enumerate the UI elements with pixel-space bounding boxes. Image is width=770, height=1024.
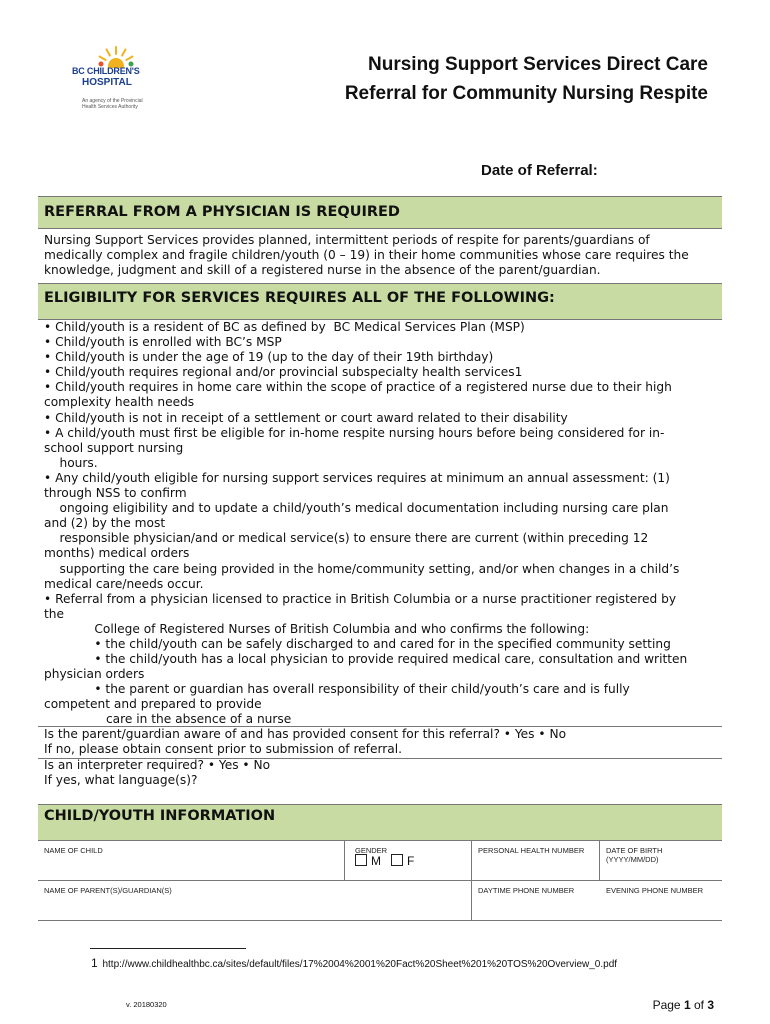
intro-line: knowledge, judgment and skill of a registered nurse in the absence of the parent/guardian.: [44, 263, 601, 277]
interpreter-question-text: Is an interpreter required? • Yes • No: [44, 758, 271, 772]
section-heading-child-info: CHILD/YOUTH INFORMATION: [38, 804, 722, 841]
consent-question: [44, 727, 724, 757]
name-of-child-label: NAME OF CHILD: [44, 846, 103, 855]
child-info-table: [38, 840, 722, 920]
eligibility-item: the: [44, 606, 65, 621]
footnote: [91, 956, 617, 970]
dob-label-text: DATE OF BIRTH: [606, 846, 663, 855]
footnote-separator: [90, 948, 246, 949]
page-number: [653, 998, 714, 1012]
eligibility-item: • Child/youth is enrolled with BC’s MSP: [44, 335, 282, 350]
parent-name-label: NAME OF PARENT(S)/GUARDIAN(S): [44, 886, 172, 895]
intro-paragraph: [44, 233, 724, 278]
intro-line: medically complex and fragile children/youth (0 – 19) in their home communities whose care requires the: [44, 248, 689, 262]
table-row-divider: [38, 880, 722, 881]
logo-line2: HOSPITAL: [82, 77, 132, 88]
eligibility-item: responsible physician/and or medical service(s) to ensure there are current (within preceding 12: [44, 531, 649, 546]
sun-logo-icon: [96, 44, 136, 68]
eligibility-list: [44, 320, 724, 728]
version-label: v. 20180320: [126, 1000, 167, 1009]
document-title: [345, 50, 708, 108]
eligibility-item: physician orders: [44, 667, 145, 682]
gender-f-checkbox[interactable]: [391, 854, 403, 866]
bc-childrens-hospital-logo: [70, 44, 160, 114]
eligibility-item: hours.: [44, 455, 98, 470]
dob-label: [606, 846, 662, 864]
eligibility-item: care in the absence of a nurse: [44, 712, 292, 727]
title-line2: Referral for Community Nursing Respite: [344, 83, 708, 104]
interpreter-note: If yes, what language(s)?: [44, 773, 198, 788]
eligibility-item: • Any child/youth eligible for nursing support services requires at minimum an annual assessment: (1): [44, 470, 670, 485]
interpreter-question: [44, 758, 724, 788]
date-of-referral-label: Date of Referral:: [481, 162, 598, 179]
eligibility-item: • the child/youth can be safely discharged to and cared for in the specified community setting: [44, 636, 671, 651]
page-prefix: Page: [652, 998, 684, 1012]
eligibility-item: • Child/youth is a resident of BC as defined by BC Medical Services Plan (MSP): [44, 320, 525, 334]
dob-format: (YYYY/MM/DD): [606, 855, 659, 864]
eligibility-item: • Child/youth is under the age of 19 (up to the day of their 19th birthday): [44, 350, 494, 365]
eligibility-item: • Child/youth requires in home care within the scope of practice of a registered nurse due to their high: [44, 380, 672, 395]
eligibility-item: College of Registered Nurses of British Columbia and who confirms the following:: [44, 621, 590, 636]
page-total: 3: [707, 998, 714, 1012]
eligibility-item: • the child/youth has a local physician to provide required medical care, consultation and written: [44, 652, 688, 667]
evening-phone-label: EVENING PHONE NUMBER: [606, 886, 704, 895]
gender-m-checkbox[interactable]: [355, 854, 367, 866]
gender-m-label: M: [371, 854, 381, 868]
gender-f-label: F: [407, 854, 415, 868]
gender-label: GENDER: [355, 846, 388, 855]
phn-label: PERSONAL HEALTH NUMBER: [478, 846, 585, 855]
eligibility-item: • the parent or guardian has overall responsibility of their child/youth’s care and is fully: [44, 682, 630, 697]
eligibility-item: complexity health needs: [44, 395, 195, 410]
eligibility-item: competent and prepared to provide: [44, 697, 262, 712]
eligibility-item: supporting the care being provided in the home/community setting, and/or when changes in a child’s: [44, 561, 680, 576]
eligibility-item: months) medical orders: [44, 546, 190, 561]
section-heading-physician: REFERRAL FROM A PHYSICIAN IS REQUIRED: [38, 196, 722, 229]
footnote-number: 1: [91, 956, 98, 970]
table-divider: [344, 840, 345, 880]
eligibility-item: through NSS to confirm: [44, 486, 187, 501]
eligibility-item: ongoing eligibility and to update a child/youth’s medical documentation including nursing care plan: [44, 501, 669, 516]
eligibility-item: • Referral from a physician licensed to practice in British Columbia or a nurse practitioner registered by: [44, 591, 677, 606]
consent-question-text: Is the parent/guardian aware of and has provided consent for this referral? • Yes • No: [44, 727, 567, 741]
footnote-link[interactable]: http://www.childhealthbc.ca/sites/default/files/17%2004%2001%20Fact%20Sheet%201%20TOS%20Overview_0.pdf: [102, 959, 618, 970]
page-current: 1: [683, 998, 691, 1012]
eligibility-item: school support nursing: [44, 440, 184, 455]
eligibility-item: • Child/youth is not in receipt of a settlement or court award related to their disability: [44, 410, 568, 425]
eligibility-item: and (2) by the most: [44, 516, 166, 531]
gender-options: [355, 854, 414, 868]
eligibility-item: • A child/youth must first be eligible for in-home respite nursing hours before being considered for in-: [44, 425, 665, 440]
table-row-divider: [38, 920, 722, 921]
page-of: of: [690, 998, 708, 1012]
logo-line1: BC CHILDREN'S: [72, 66, 140, 76]
section-heading-eligibility: ELIGIBILITY FOR SERVICES REQUIRES ALL OF THE FOLLOWING:: [38, 283, 722, 320]
intro-line: Nursing Support Services provides planned, intermittent periods of respite for parents/guardians of: [44, 233, 650, 247]
table-divider: [599, 840, 600, 880]
eligibility-item: • Child/youth requires regional and/or provincial subspecialty health services1: [44, 365, 523, 380]
title-line1: Nursing Support Services Direct Care: [368, 54, 708, 75]
eligibility-item: medical care/needs occur.: [44, 576, 204, 591]
daytime-phone-label: DAYTIME PHONE NUMBER: [478, 886, 575, 895]
logo-subtitle: An agency of the Provincial Health Services Authority: [82, 98, 143, 110]
consent-note: If no, please obtain consent prior to submission of referral.: [44, 742, 403, 757]
